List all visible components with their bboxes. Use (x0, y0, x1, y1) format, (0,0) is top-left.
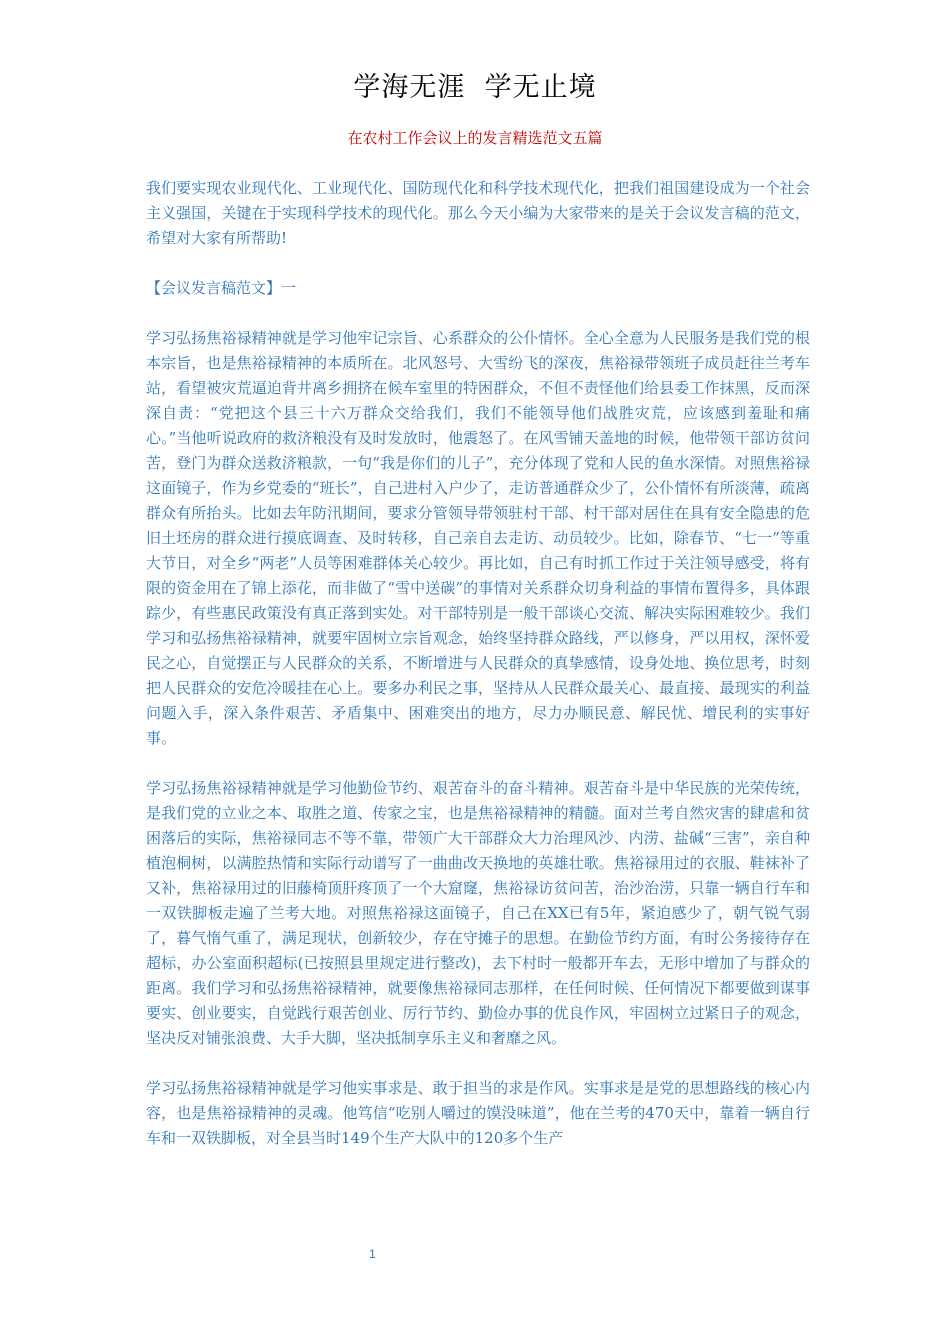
body-paragraph: 学习弘扬焦裕禄精神就是学习他牢记宗旨、心系群众的公仆情怀。全心全意为人民服务是我们党的根本宗旨，也是焦裕禄精神的本质所在。北风怒号、大雪纷飞的深夜，焦裕禄带领班子成员赶往兰考车站，看望被灾荒逼迫背井离乡拥挤在候车室里的特困群众，不但不责怪他们给县委工作抹黑，反而深深自责：“党把这个县三十六万群众交给我们，我们不能领导他们战胜灾荒，应该感到羞耻和痛心。”当他听说政府的救济粮没有及时发放时，他震怒了。在风雪铺天盖地的时候，他带领干部访贫问苦，登门为群众送救济粮款，一句“我是你们的儿子”，充分体现了党和人民的鱼水深情。对照焦裕禄这面镜子，作为乡党委的“班长”，自己进村入户少了，走访普通群众少了，公仆情怀有所淡薄，疏离群众有所抬头。比如去年防汛期间，要求分管领导带领驻村干部、村干部对居住在具有安全隐患的危旧土坯房的群众进行摸底调查、及时转移，自己亲自去走访、动员较少。比如，除春节、“七一”等重大节日，对全乡“两老”人员等困难群体关心较少。再比如，自己有时抓工作过于关注领导感受，将有限的资金用在了锦上添花，而非做了“雪中送碳”的事情对关系群众切身利益的事情布置得多，具体跟踪少，有些惠民政策没有真正落到实处。对干部特别是一般干部谈心交流、解决实际困难较少。我们学习和弘扬焦裕禄精神，就要牢固树立宗旨观念，始终坚持群众路线，严以修身，严以用权，深怀爱民之心，自觉摆正与人民群众的关系，不断增进与人民群众的真挚感情，设身处地、换位思考，时刻把人民群众的安危冷暖挂在心上。要多办利民之事，坚持从人民群众最关心、最直接、最现实的利益问题入手，深入条件艰苦、矛盾集中、困难突出的地方，尽力办顺民意、解民忧、增民利的实事好事。 (146, 329, 810, 747)
body-paragraph: 学习弘扬焦裕禄精神就是学习他实事求是、敢于担当的求是作风。实事求是是党的思想路线的核心内容，也是焦裕禄精神的灵魂。他笃信“吃别人嚼过的馍没味道”，他在兰考的470天中，靠着一辆自行车和一双铁脚板，对全县当时149个生产大队中的120多个生产 (146, 1079, 810, 1147)
intro-paragraph: 我们要实现农业现代化、工业现代化、国防现代化和科学技术现代化，把我们祖国建设成为一个社会主义强国，关键在于实现科学技术的现代化。那么今天小编为大家带来的是关于会议发言稿的范文，希望对大家有所帮助! (146, 179, 810, 247)
body-paragraph: 学习弘扬焦裕禄精神就是学习他勤俭节约、艰苦奋斗的奋斗精神。艰苦奋斗是中华民族的光荣传统，是我们党的立业之本、取胜之道、传家之宝，也是焦裕禄精神的精髓。面对兰考自然灾害的肆虐和贫困落后的实际，焦裕禄同志不等不靠，带领广大干部群众大力治理风沙、内涝、盐碱“三害”，亲自种植泡桐树，以满腔热情和实际行动谱写了一曲曲改天换地的英雄壮歌。焦裕禄用过的衣服、鞋袜补了又补，焦裕禄用过的旧藤椅顶肝疼顶了一个大窟窿，焦裕禄访贫问苦，治沙治涝，只靠一辆自行车和一双铁脚板走遍了兰考大地。对照焦裕禄这面镜子，自己在XX已有5年，紧迫感少了，朝气锐气弱了，暮气惰气重了，满足现状，创新较少，存在守摊子的思想。在勤俭节约方面，有时公务接待存在超标，办公室面积超标(已按照县里规定进行整改)，去下村时一般都开车去，无形中增加了与群众的距离。我们学习和弘扬焦裕禄精神，就要像焦裕禄同志那样，在任何时候、任何情况下都要做到谋事要实、创业要实，自觉践行艰苦创业、厉行节约、勤俭办事的优良作风，牢固树立过紧日子的观念，坚决反对铺张浪费、大手大脚，坚决抵制享乐主义和奢靡之风。 (146, 779, 810, 1047)
main-title: 学海无涯 学无止境 (353, 72, 597, 103)
page-number: 1 (369, 1247, 376, 1261)
sub-title: 在农村工作会议上的发言精选范文五篇 (347, 129, 603, 147)
document-body (146, 176, 810, 1176)
section-heading: 【会议发言稿范文】一 (146, 279, 297, 297)
